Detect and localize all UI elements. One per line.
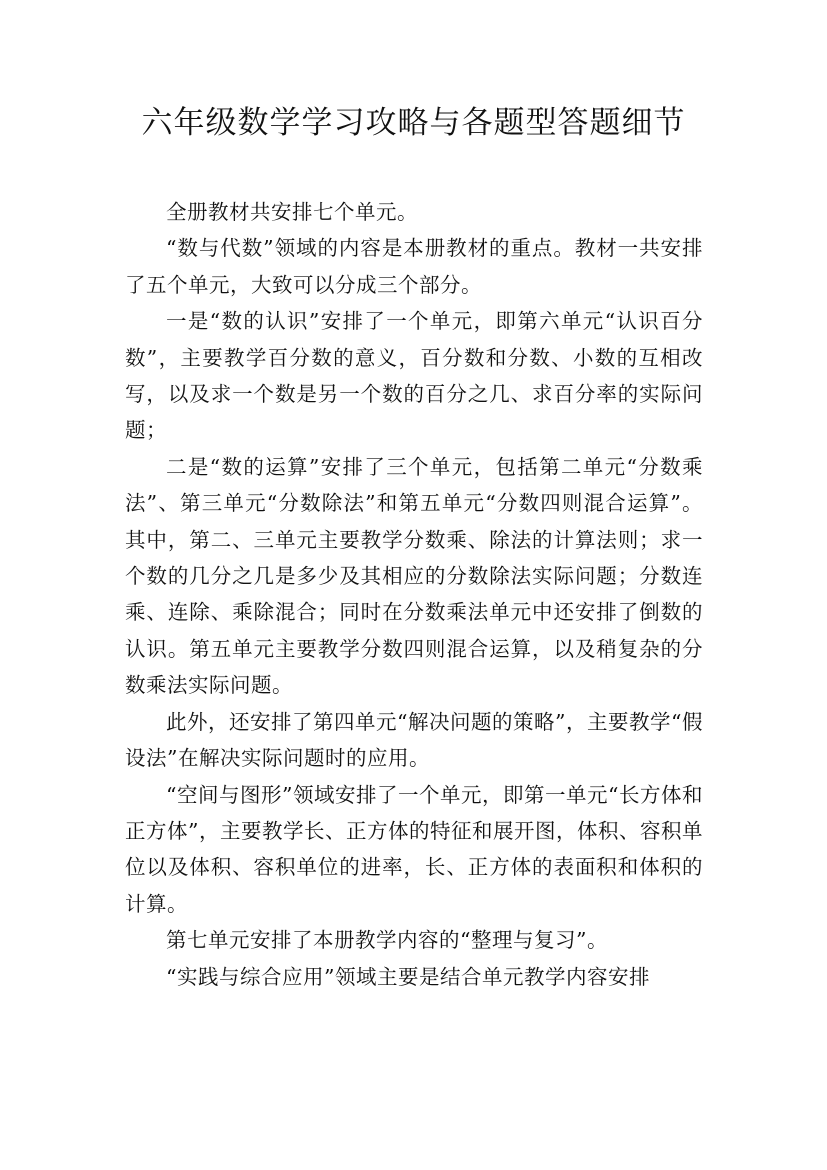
paragraph: 一是“数的认识”安排了一个单元，即第六单元“认识百分数”，主要教学百分数的意义，百分数和分数、小数的互相改写，以及求一个数是另一个数的百分之几、求百分率的实际问题； xyxy=(125,309,703,443)
document-body xyxy=(125,194,703,995)
paragraph: 二是“数的运算”安排了三个单元，包括第二单元“分数乘法”、第三单元“分数除法”和第五单元“分数四则混合运算”。其中，第二、三单元主要教学分数乘、除法的计算法则；求一个数的几分之几是多少及其相应的分数除法实际问题；分数连乘、连除、乘除混合；同时在分数乘法单元中还安排了倒数的认识。第五单元主要教学分数四则混合运算，以及稍复杂的分数乘法实际问题。 xyxy=(125,454,703,698)
paragraph: 此外，还安排了第四单元“解决问题的策略”，主要教学“假设法”在解决实际问题时的应用。 xyxy=(125,709,703,771)
paragraph: 全册教材共安排七个单元。 xyxy=(166,200,418,224)
document-title: 六年级数学学习攻略与各题型答题细节 xyxy=(141,105,686,141)
paragraph: “空间与图形”领域安排了一个单元，即第一单元“长方体和正方体”，主要教学长、正方体的特征和展开图，体积、容积单位以及体积、容积单位的进率，长、正方体的表面积和体积的计算。 xyxy=(125,782,703,916)
paragraph: “数与代数”领域的内容是本册教材的重点。教材一共安排了五个单元，大致可以分成三个部分。 xyxy=(125,236,703,297)
paragraph: “实践与综合应用”领域主要是结合单元教学内容安排 xyxy=(166,964,650,989)
paragraph: 第七单元安排了本册教学内容的“整理与复习”。 xyxy=(166,928,608,953)
